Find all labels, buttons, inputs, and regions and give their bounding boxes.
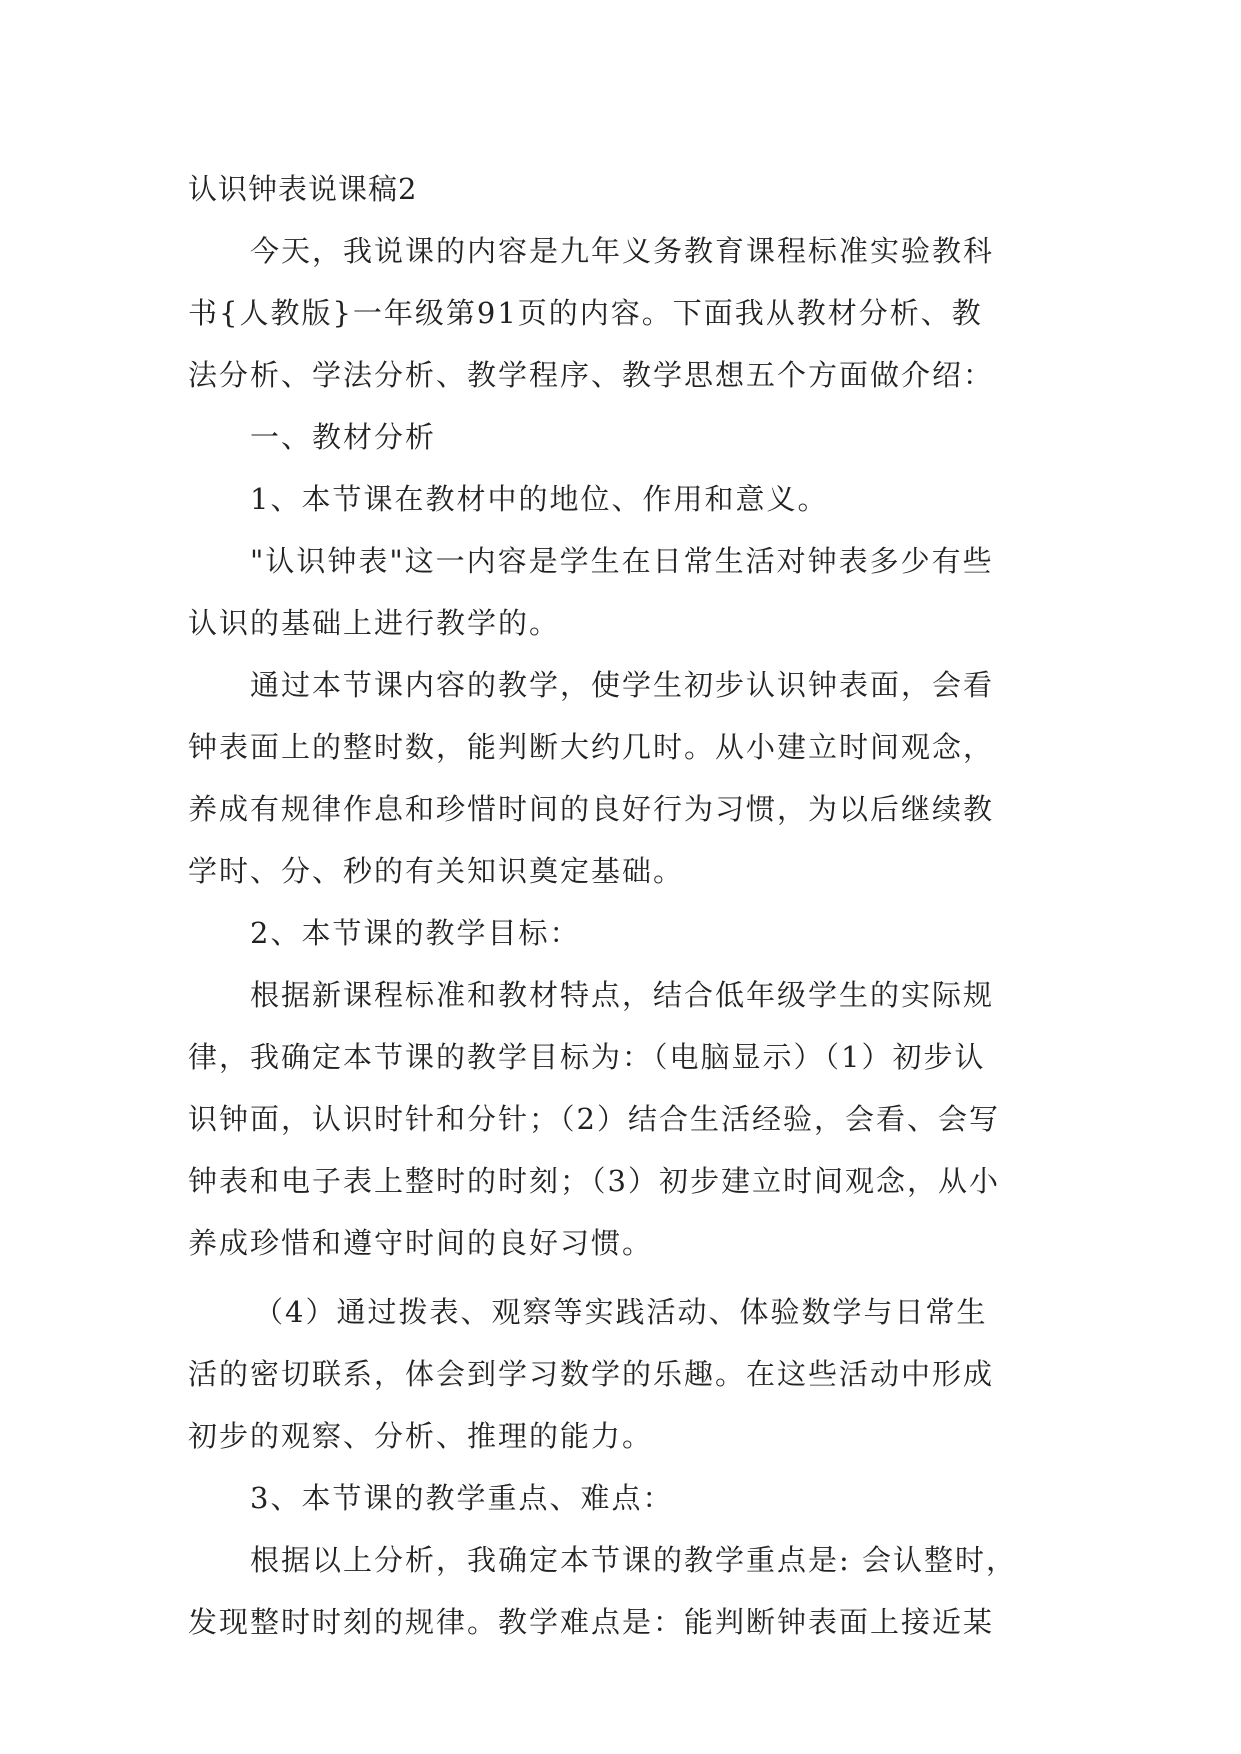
paragraph-line: 根据以上分析，我确定本节课的教学重点是: 会认整时， (250, 1543, 1017, 1577)
paragraph-line: 认识的基础上进行教学的。 (188, 606, 561, 640)
paragraph-line: 发现整时时刻的规律。教学难点是：能判断钟表面上接近某 (188, 1605, 995, 1639)
paragraph-line: 钟表面上的整时数，能判断大约几时。从小建立时间观念， (188, 730, 995, 764)
paragraph-line: 钟表和电子表上整时的时刻；（3）初步建立时间观念，从小 (188, 1164, 1000, 1198)
paragraph-line: 活的密切联系，体会到学习数学的乐趣。在这些活动中形成 (188, 1357, 995, 1391)
paragraph-line: 养成有规律作息和珍惜时间的良好行为习惯，为以后继续教 (188, 792, 995, 826)
paragraph-line: 养成珍惜和遵守时间的良好习惯。 (188, 1226, 654, 1260)
paragraph-line: 律，我确定本节课的教学目标为：（电脑显示）（1）初步认 (188, 1040, 986, 1074)
document-body (188, 158, 1054, 1653)
section-heading: 一、教材分析 (250, 420, 437, 454)
paragraph-line: "认识钟表"这一内容是学生在日常生活对钟表多少有些 (250, 544, 994, 578)
paragraph-line: 法分析、学法分析、教学程序、教学思想五个方面做介绍： (188, 358, 995, 392)
paragraph-line: 今天，我说课的内容是九年义务教育课程标准实验教科 (250, 234, 995, 268)
paragraph-line: 识钟面，认识时针和分针；（2）结合生活经验，会看、会写 (188, 1102, 1000, 1136)
paragraph-line: 通过本节课内容的教学，使学生初步认识钟表面，会看 (250, 668, 995, 702)
paragraph-gap (188, 1274, 1054, 1281)
subsection-heading: 2、本节课的教学目标： (250, 916, 581, 950)
document-title: 认识钟表说课稿2 (188, 172, 418, 206)
subsection-heading: 1、本节课在教材中的地位、作用和意义。 (250, 482, 829, 516)
paragraph-line: （4）通过拨表、观察等实践活动、体验数学与日常生 (254, 1295, 988, 1329)
subsection-heading: 3、本节课的教学重点、难点： (250, 1481, 674, 1515)
paragraph-line: 根据新课程标准和教材特点，结合低年级学生的实际规 (250, 978, 995, 1012)
paragraph-line: 初步的观察、分析、推理的能力。 (188, 1419, 654, 1453)
paragraph-line: 书{人教版}一年级第91页的内容。下面我从教材分析、教 (188, 296, 983, 330)
paragraph-line: 学时、分、秒的有关知识奠定基础。 (188, 854, 685, 888)
